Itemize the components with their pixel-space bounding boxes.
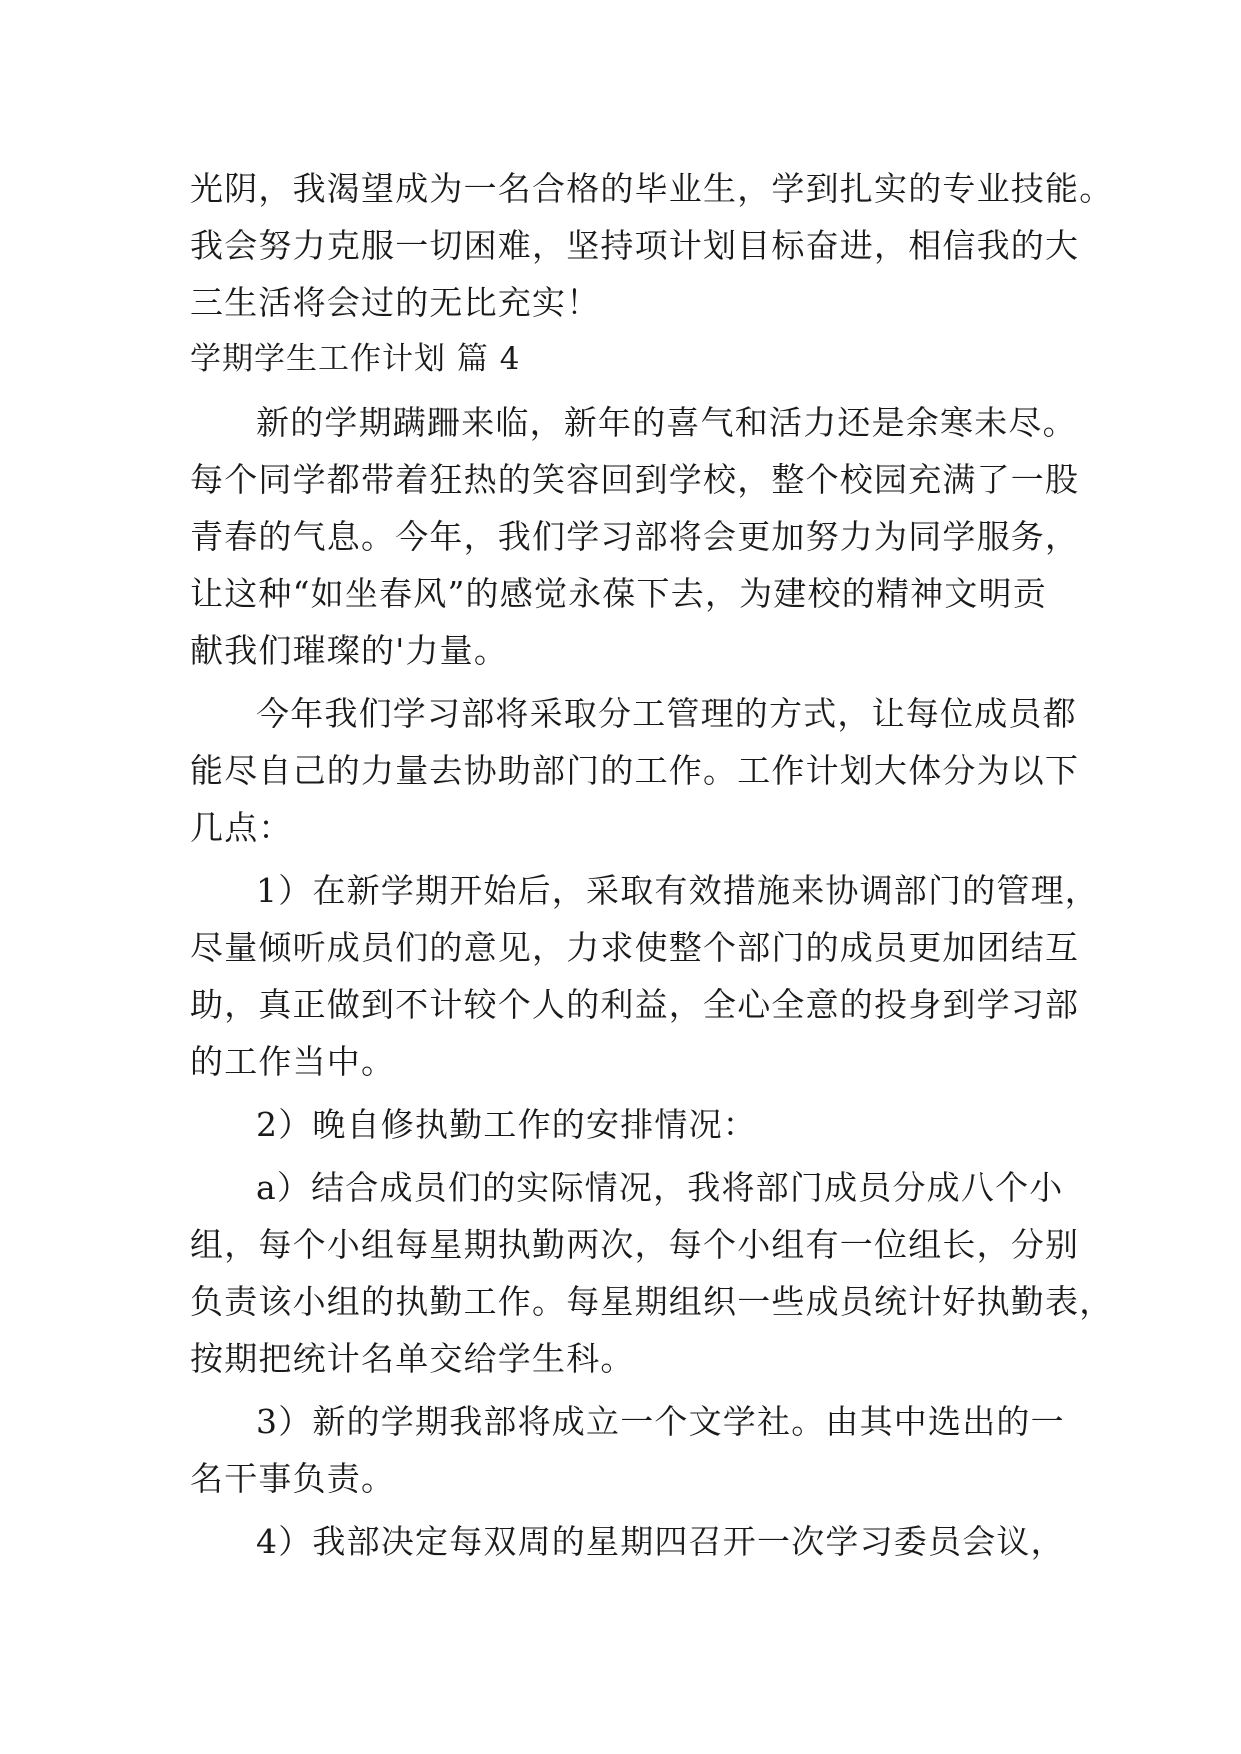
text-line: 3）新的学期我部将成立一个文学社。由其中选出的一 <box>256 1402 1065 1441</box>
text-line: 让这种“如坐春风”的感觉永葆下去，为建校的精神文明贡 <box>190 574 1047 613</box>
text-line: 青春的气息。今年，我们学习部将会更加努力为同学服务， <box>190 517 1080 556</box>
text-line: 2）晚自修执勤工作的安排情况： <box>256 1105 757 1144</box>
text-line: 尽量倾听成员们的意见，力求使整个部门的成员更加团结互 <box>190 928 1080 967</box>
text-line: 三生活将会过的无比充实！ <box>190 283 601 322</box>
text-line: 的工作当中。 <box>190 1042 396 1081</box>
text-line: 名干事负责。 <box>190 1459 396 1498</box>
text-line: 光阴，我渴望成为一名合格的毕业生，学到扎实的专业技能。 <box>190 169 1114 208</box>
text-line: 几点： <box>190 808 293 847</box>
text-line: 助，真正做到不计较个人的利益，全心全意的投身到学习部 <box>190 985 1080 1024</box>
paragraph-2 <box>190 685 1080 856</box>
paragraph-5 <box>190 1159 1114 1387</box>
text-line: 献我们璀璨的'力量。 <box>190 631 509 670</box>
text-line: a）结合成员们的实际情况，我将部门成员分成八个小 <box>256 1168 1064 1207</box>
document-body <box>190 160 1114 1570</box>
text-line: 负责该小组的执勤工作。每星期组织一些成员统计好执勤表， <box>190 1282 1114 1321</box>
text-line: 我会努力克服一切困难，坚持项计划目标奋进，相信我的大 <box>190 226 1080 265</box>
text-line: 4）我部决定每双周的星期四召开一次学习委员会议， <box>256 1522 1065 1561</box>
text-line: 按期把统计名单交给学生科。 <box>190 1339 635 1378</box>
text-line: 组，每个小组每星期执勤两次，每个小组有一位组长，分别 <box>190 1225 1080 1264</box>
paragraph-4 <box>190 1096 1060 1153</box>
text-line: 今年我们学习部将采取分工管理的方式，让每位成员都 <box>256 694 1077 733</box>
paragraph-1 <box>190 394 1080 679</box>
paragraph-7 <box>190 1513 1065 1570</box>
section-title: 学期学生工作计划 篇 4 <box>190 341 521 377</box>
intro-paragraph <box>190 160 1114 331</box>
text-line: 能尽自己的力量去协助部门的工作。工作计划大体分为以下 <box>190 751 1080 790</box>
paragraph-6 <box>190 1393 1065 1507</box>
text-line: 新的学期蹒跚来临，新年的喜气和活力还是余寒未尽。 <box>256 403 1077 442</box>
text-line: 每个同学都带着狂热的笑容回到学校，整个校园充满了一股 <box>190 460 1080 499</box>
text-line: 1）在新学期开始后，采取有效措施来协调部门的管理， <box>256 871 1099 910</box>
paragraph-3 <box>190 862 1099 1090</box>
